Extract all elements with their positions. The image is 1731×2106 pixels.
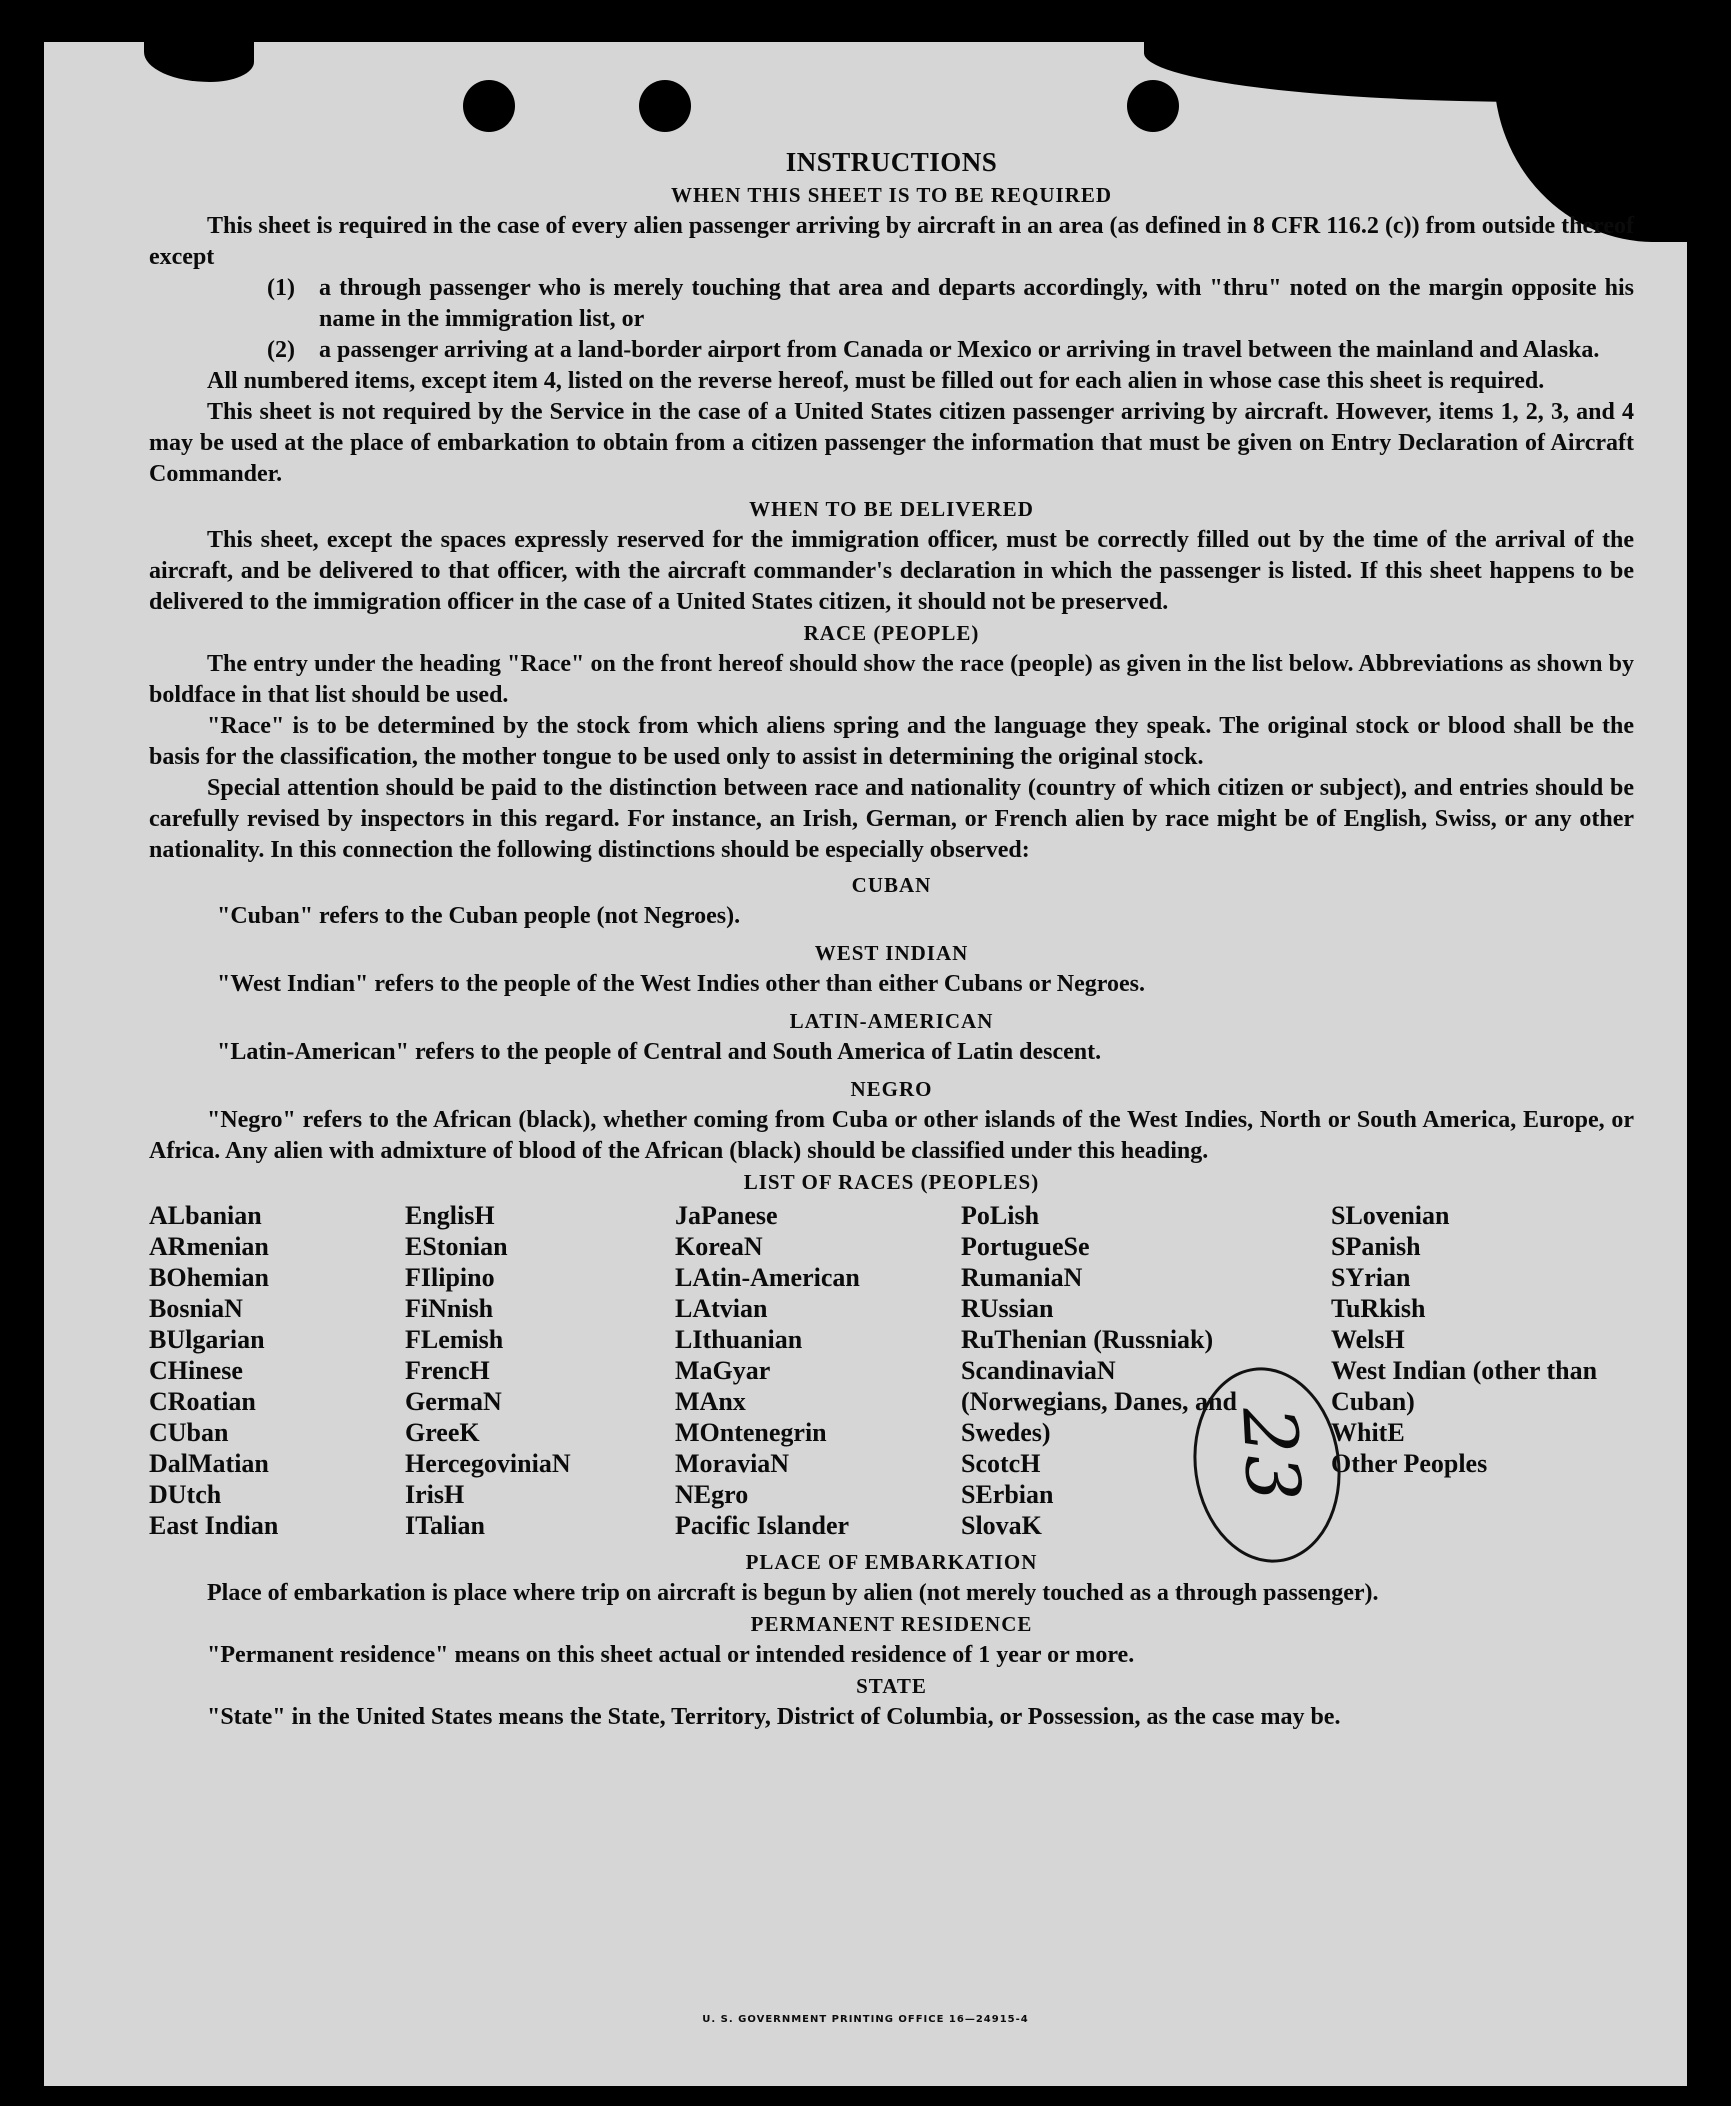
race-item: SPanish — [1331, 1232, 1421, 1261]
torn-corner-left — [144, 42, 254, 82]
race-item: SlovaK — [961, 1511, 1042, 1540]
race-item: PortugueSe — [961, 1232, 1090, 1261]
race-item: ScotcH — [961, 1449, 1041, 1478]
race-item: GreeK — [405, 1418, 480, 1447]
west-indian-definition: "West Indian" refers to the people of the West Indies other than either Cubans or Negroes. — [217, 971, 1145, 997]
cuban-definition: "Cuban" refers to the Cuban people (not Negroes). — [217, 903, 741, 929]
race-item: BosniaN — [149, 1294, 243, 1323]
race-item: ITalian — [405, 1511, 485, 1540]
race-item: SErbian — [961, 1480, 1054, 1509]
heading-delivered: WHEN TO BE DELIVERED — [749, 497, 1034, 521]
heading-cuban: CUBAN — [851, 873, 932, 897]
race-column-3 — [675, 1200, 961, 1541]
negro-definition: "Negro" refers to the African (black), whether coming from Cuba or other islands of the West Indies, North or South America, Europe, or Africa. Any alien with admixture of blood of the African (black) should be classified under this heading. — [149, 1107, 1634, 1164]
race-item: LAtin-American — [675, 1263, 860, 1292]
race-item: HercegoviniaN — [405, 1449, 571, 1478]
race-item: East Indian — [149, 1511, 279, 1540]
race-item: SYrian — [1331, 1263, 1411, 1292]
race-column-2 — [405, 1200, 675, 1541]
heading-west-indian: WEST INDIAN — [814, 941, 969, 965]
race-item: ScandinaviaN (Norwegians, Danes, and Swedes) — [961, 1356, 1237, 1447]
race-item: Other Peoples — [1331, 1449, 1488, 1478]
heading-latin-american: LATIN-AMERICAN — [789, 1009, 994, 1033]
exception-text-1: a through passenger who is merely touching that area and departs accordingly, with "thru" noted on the margin opposite his name in the immigration list, or — [319, 275, 1634, 332]
race-item: WelsH — [1331, 1325, 1405, 1354]
instructions-content — [149, 144, 1634, 1733]
delivered-text: This sheet, except the spaces expressly reserved for the immigration officer, must be correctly filled out by the time of the arrival of the aircraft, and be delivered to that officer, with the aircraft commander's declaration in which the passenger is listed. If this sheet happens to be delivered to the immigration officer in the case of a United States citizen, it should not be preserved. — [149, 527, 1634, 615]
race-item: JaPanese — [675, 1201, 778, 1230]
race-item: DalMatian — [149, 1449, 269, 1478]
exception-item-2 — [267, 335, 1634, 366]
race-item: FiNnish — [405, 1294, 494, 1323]
race-item: CHinese — [149, 1356, 243, 1385]
race-item: Pacific Islander — [675, 1511, 850, 1540]
race-item: ARmenian — [149, 1232, 269, 1261]
race-item: KoreaN — [675, 1232, 763, 1261]
race-item: RUssian — [961, 1294, 1054, 1323]
race-item: PoLish — [961, 1201, 1040, 1230]
race-item: GermaN — [405, 1387, 502, 1416]
residence-text: "Permanent residence" means on this sheet actual or intended residence of 1 year or more. — [207, 1642, 1135, 1668]
heading-residence: PERMANENT RESIDENCE — [750, 1612, 1033, 1636]
page-title: INSTRUCTIONS — [785, 147, 998, 177]
required-intro: This sheet is required in the case of every alien passenger arriving by aircraft in an area (as defined in 8 CFR 116.2 (c)) from outside thereof except — [149, 213, 1634, 270]
race-para-3: Special attention should be paid to the distinction between race and nationality (country of which citizen or subject), and entries should be carefully revised by inspectors in this regard. For instance, an Irish, German, or French alien by race might be of English, Swiss, or any other nationality. In this connection the following distinctions should be especially observed: — [149, 775, 1634, 863]
handwritten-number: 23 — [1225, 1405, 1317, 1504]
race-list — [149, 1200, 1634, 1541]
punch-hole-2 — [639, 80, 691, 132]
race-item: FIlipino — [405, 1263, 495, 1292]
race-item: FrencH — [405, 1356, 490, 1385]
race-item: West Indian (other than Cuban) — [1331, 1356, 1598, 1416]
heading-race-list: LIST OF RACES (PEOPLES) — [743, 1170, 1040, 1194]
punch-hole-1 — [463, 80, 515, 132]
embarkation-text: Place of embarkation is place where trip on aircraft is begun by alien (not merely touched as a through passenger). — [207, 1580, 1379, 1606]
race-item: MAnx — [675, 1387, 746, 1416]
race-item: LIthuanian — [675, 1325, 803, 1354]
document-page — [44, 42, 1687, 2086]
heading-embarkation: PLACE OF EMBARKATION — [745, 1550, 1038, 1574]
race-item: EStonian — [405, 1232, 508, 1261]
race-column-5 — [1331, 1200, 1601, 1541]
race-item: IrisH — [405, 1480, 465, 1509]
race-item: MOntenegrin — [675, 1418, 827, 1447]
race-para-1: The entry under the heading "Race" on the front hereof should show the race (people) as given in the list below. Abbreviations as shown by boldface in that list should be used. — [149, 651, 1634, 708]
heading-race: RACE (PEOPLE) — [803, 621, 980, 645]
exception-number-1: (1) — [267, 275, 295, 301]
heading-state: STATE — [856, 1674, 927, 1698]
race-item: LAtvian — [675, 1294, 768, 1323]
race-item: RumaniaN — [961, 1263, 1083, 1292]
required-para-3: This sheet is not required by the Service in the case of a United States citizen passenger arriving by aircraft. However, items 1, 2, 3, and 4 may be used at the place of embarkation to obtain from a citizen passenger the information that must be given on Entry Declaration of Aircraft Commander. — [149, 399, 1634, 487]
race-item: MaGyar — [675, 1356, 771, 1385]
race-item: TuRkish — [1331, 1294, 1426, 1323]
exception-item-1 — [267, 273, 1634, 335]
race-item: SLovenian — [1331, 1201, 1450, 1230]
race-item: BUlgarian — [149, 1325, 265, 1354]
race-item: MoraviaN — [675, 1449, 790, 1478]
race-item: ALbanian — [149, 1201, 262, 1230]
race-item: NEgro — [675, 1480, 749, 1509]
race-item: RuThenian (Russniak) — [961, 1325, 1214, 1354]
race-item: EnglisH — [405, 1201, 495, 1230]
heading-negro: NEGRO — [850, 1077, 933, 1101]
punch-hole-3 — [1127, 80, 1179, 132]
race-item: BOhemian — [149, 1263, 269, 1292]
printing-office-footer: U. S. GOVERNMENT PRINTING OFFICE 16—24915-4 — [702, 2014, 1029, 2025]
required-para-2: All numbered items, except item 4, listed on the reverse hereof, must be filled out for each alien in whose case this sheet is required. — [207, 368, 1545, 394]
race-para-2: "Race" is to be determined by the stock from which aliens spring and the language they speak. The original stock or blood shall be the basis for the classification, the mother tongue to be used only to assist in determining the original stock. — [149, 713, 1634, 770]
race-item: CUban — [149, 1418, 229, 1447]
latin-american-definition: "Latin-American" refers to the people of Central and South America of Latin descent. — [217, 1039, 1102, 1065]
heading-required: WHEN THIS SHEET IS TO BE REQUIRED — [670, 183, 1113, 207]
race-item: WhitE — [1331, 1418, 1405, 1447]
exception-text-2: a passenger arriving at a land-border airport from Canada or Mexico or arriving in travel between the mainland and Alaska. — [319, 337, 1600, 363]
race-item: CRoatian — [149, 1387, 256, 1416]
race-column-1 — [149, 1200, 405, 1541]
exception-number-2: (2) — [267, 337, 295, 363]
state-text: "State" in the United States means the State, Territory, District of Columbia, or Possession, as the case may be. — [207, 1704, 1341, 1730]
race-item: DUtch — [149, 1480, 222, 1509]
race-item: FLemish — [405, 1325, 504, 1354]
